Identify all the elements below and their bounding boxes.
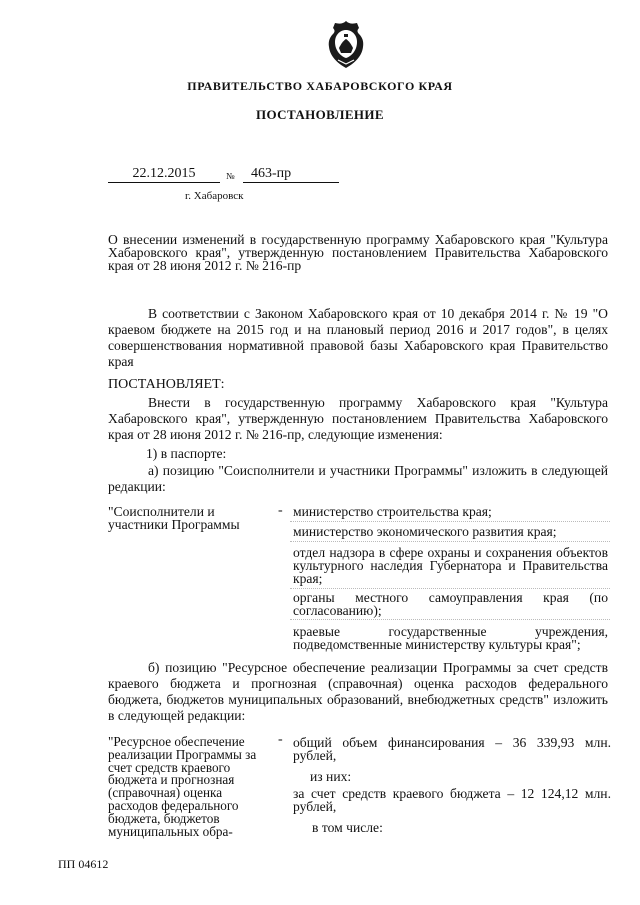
- table-b-row: общий объем финансирования – 36 339,93 млн. рублей,: [293, 735, 611, 763]
- table-a-row: отдел надзора в сфере охраны и сохранения объектов культурного наследия Губернатора и Правительства края;: [293, 545, 608, 586]
- table-a-divider: [290, 619, 610, 620]
- table-b-row: из них:: [310, 769, 352, 784]
- intro-paragraph: Внести в государственную программу Хабаровского края "Культура Хабаровского края", утвержденную постановлением Правительства Хабаровского края от 28 июня 2012 г. № 216-пр, следующие изменения:: [108, 395, 608, 442]
- document-date: 22.12.2015: [108, 166, 220, 183]
- document-subject: О внесении изменений в государственную программу Хабаровского края "Культура Хабаровского края", утвержденную постановлением Правительства Хабаровского края от 28 июня 2012 г. № 216-пр: [108, 232, 608, 273]
- document-number: 463-пр: [243, 166, 339, 183]
- city: г. Хабаровск: [185, 190, 244, 202]
- table-b-row: в том числе:: [312, 820, 383, 835]
- table-a-row: министерство строительства края;: [293, 504, 492, 519]
- table-b-row: за счет средств краевого бюджета – 12 124,12 млн. рублей,: [293, 786, 611, 814]
- table-a-divider: [290, 541, 610, 542]
- government-title: ПРАВИТЕЛЬСТВО ХАБАРОВСКОГО КРАЯ: [187, 79, 453, 93]
- item-a: а) позицию "Соисполнители и участники Программы" изложить в следующей редакции:: [108, 463, 608, 494]
- table-a-label: "Соисполнители и участники Программы: [108, 504, 240, 532]
- table-a-row: министерство экономического развития края;: [293, 524, 557, 539]
- table-b-label: "Ресурсное обеспечение реализации Программы за счет средств краевого бюджета и прогнозная (справочная) оценка расходов федерального бюджета, бюджетов муниципальных обра-: [108, 734, 257, 839]
- table-a-row: органы местного самоуправления края (по согласованию);: [293, 590, 608, 618]
- resolves-heading: ПОСТАНОВЛЯЕТ:: [108, 377, 225, 392]
- table-a-divider: [290, 521, 610, 522]
- number-sign: №: [226, 171, 235, 181]
- item-b: б) позицию "Ресурсное обеспечение реализации Программы за счет средств краевого бюджета и прогнозная (справочная) оценка расходов федерального бюджета, бюджетов муниципальных образований, внебюджетных средств" изложить в следующей редакции:: [108, 660, 608, 723]
- footer-code: ПП 04612: [58, 857, 109, 871]
- document-kind: ПОСТАНОВЛЕНИЕ: [255, 107, 385, 122]
- table-b-dash: -: [278, 732, 283, 747]
- table-a-dash: -: [278, 503, 283, 518]
- table-a-row: краевые государственные учреждения, подведомственные министерству культуры края";: [293, 624, 608, 652]
- coat-of-arms-emblem: [326, 20, 366, 70]
- item-1: 1) в паспорте:: [146, 446, 227, 461]
- preamble: В соответствии с Законом Хабаровского края от 10 декабря 2014 г. № 19 "О краевом бюджете на 2015 год и на плановый период 2016 и 2017 годов", в целях совершенствования нормативной правовой базы Хабаровского края Правительство края: [108, 306, 608, 369]
- table-a-divider: [290, 588, 610, 589]
